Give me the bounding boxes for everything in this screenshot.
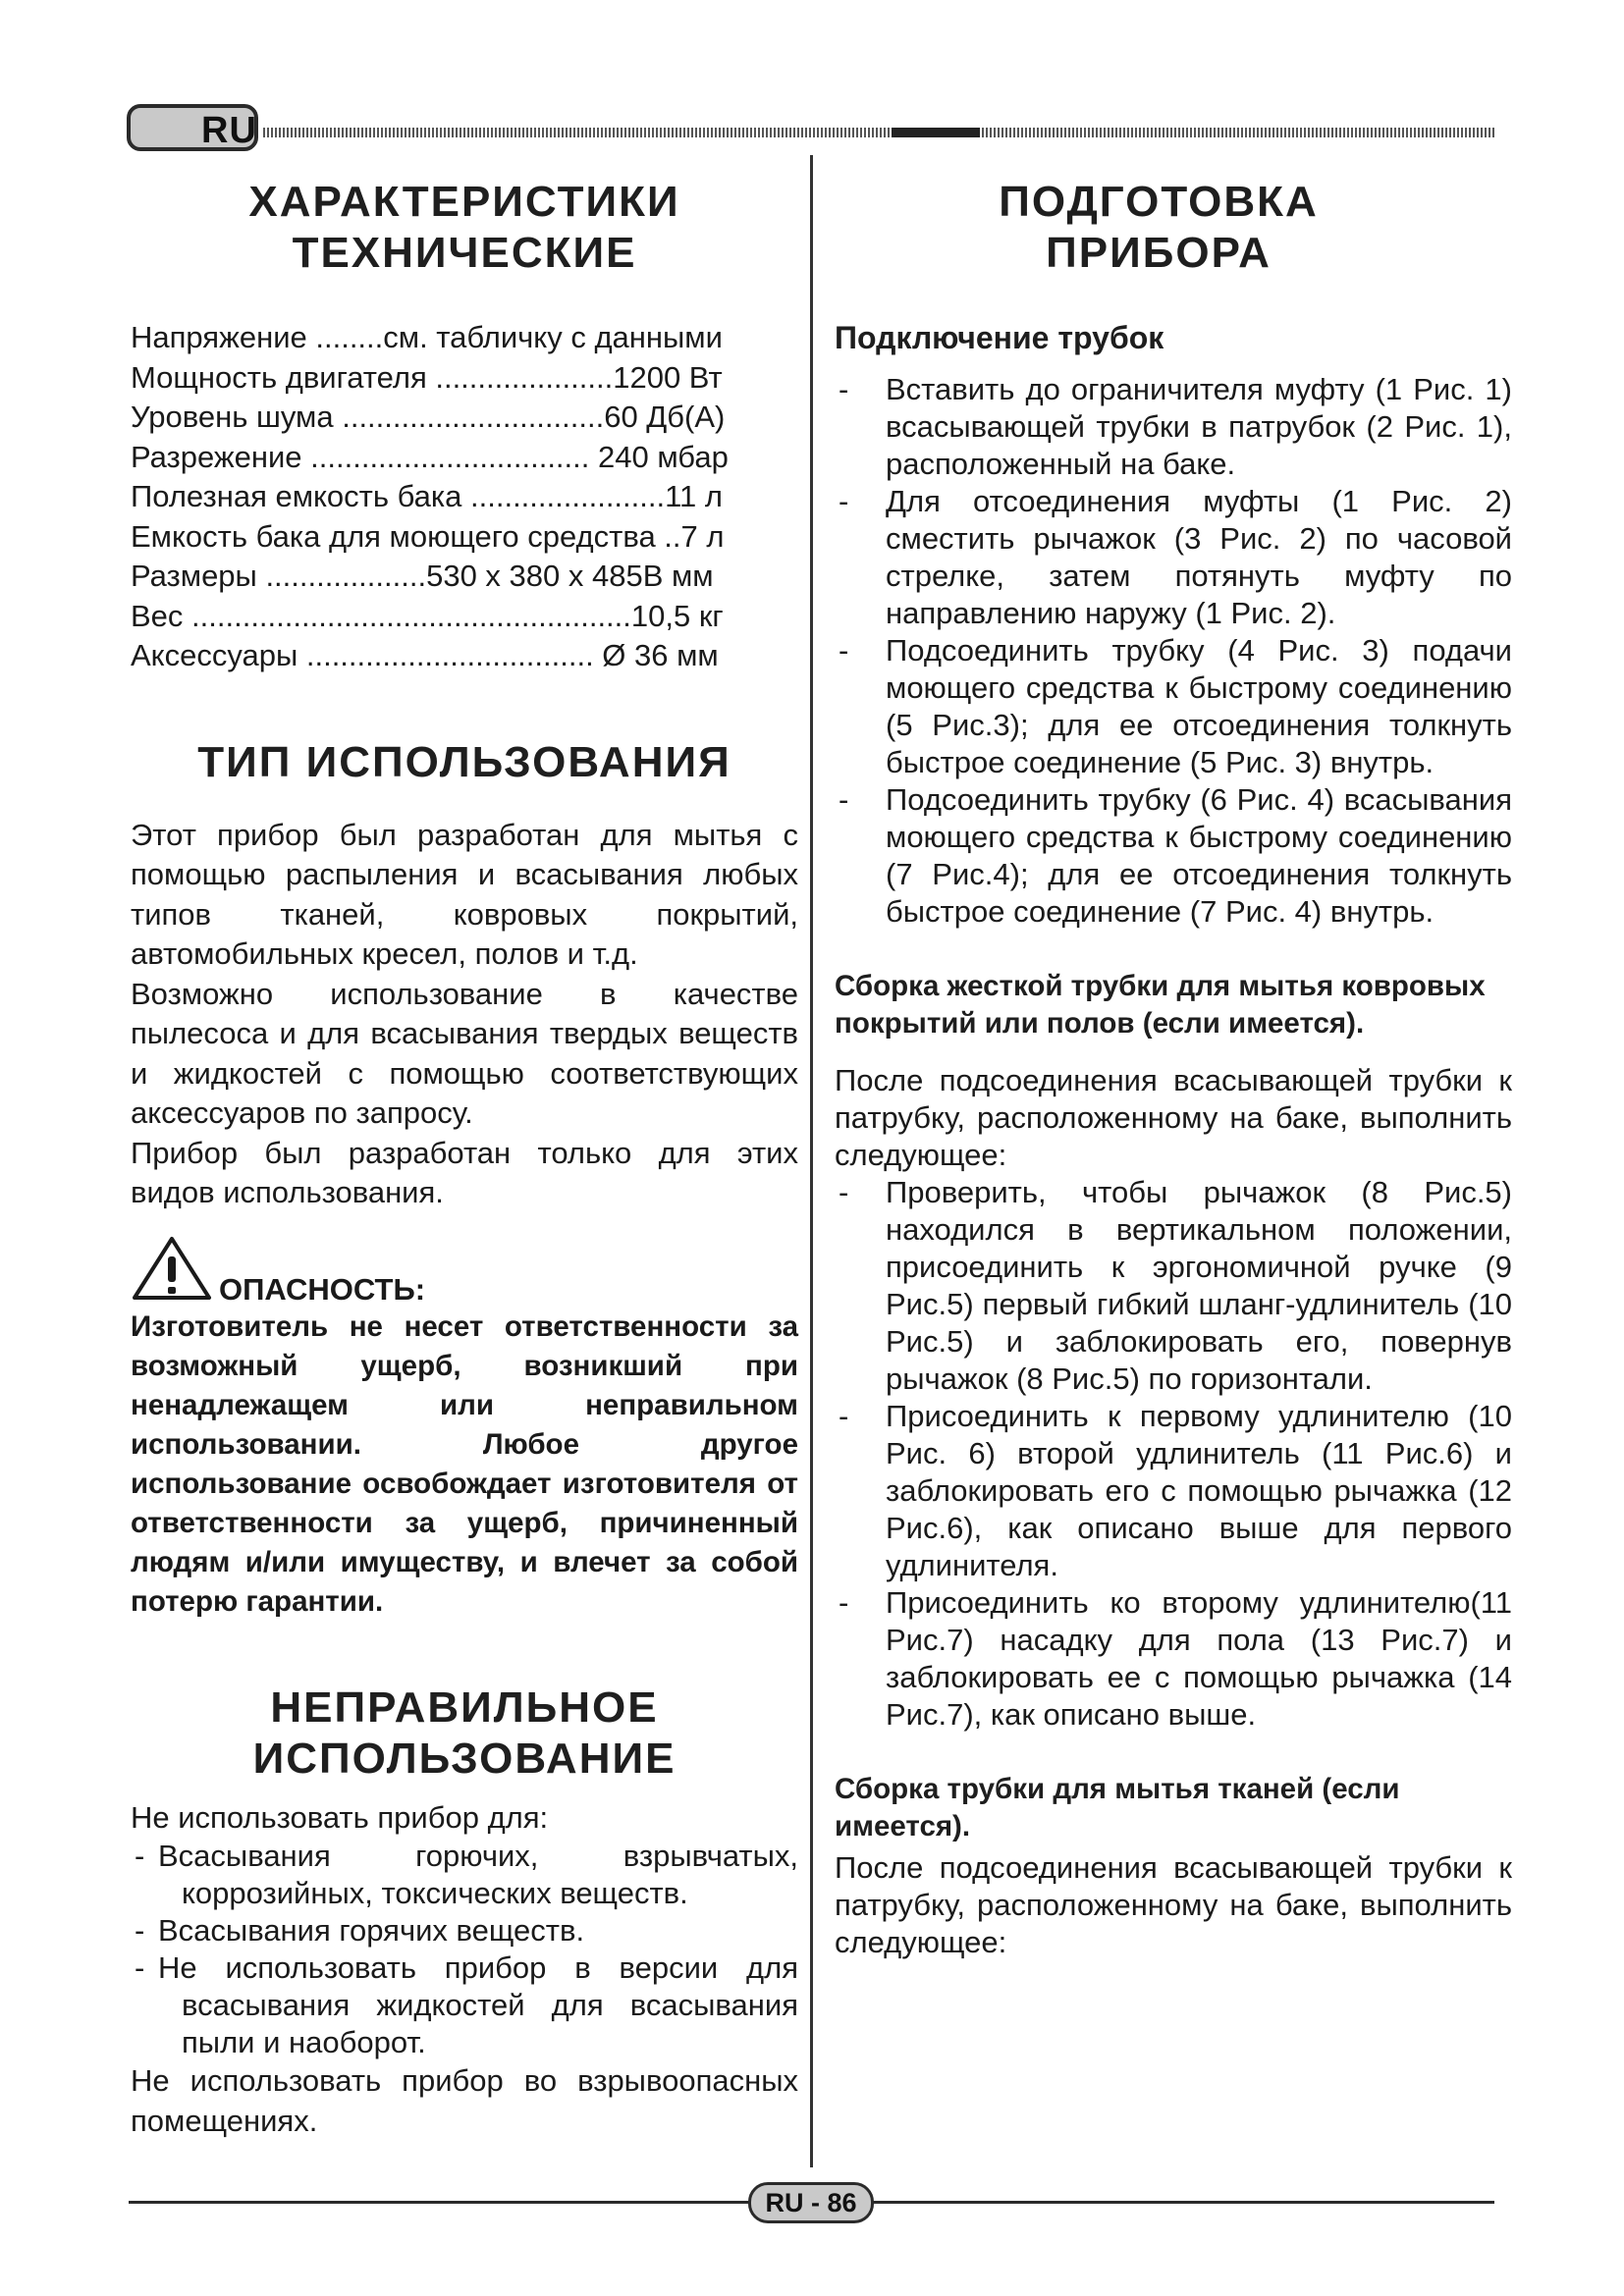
list-item: - Присоединить к первому удлинителю (10 Рис. 6) второй удлинитель (11 Рис.6) и заблокировать его с помощью рычажка (12 Рис.6), как описано выше для первого удлинителя. — [835, 1398, 1512, 1584]
footer-rule-right — [872, 2201, 1494, 2204]
usage-title: ТИП ИСПОЛЬЗОВАНИЯ — [197, 737, 731, 786]
list-item: - Подсоединить трубку (6 Рис. 4) всасывания моющего средства к быстрому соединению (7 Рис.4); для ее отсоединения толкнуть быстрое соединение (7 Рис. 4) внутрь. — [835, 781, 1512, 931]
specs-title: ХАРАКТЕРИСТИКИ ТЕХНИЧЕСКИЕ — [248, 178, 680, 277]
spec-row: Аксессуары .................................. Ø 36 мм — [131, 638, 719, 672]
usage-paragraph: Прибор был разработан только для этих видов использования. — [131, 1135, 798, 1209]
hoses-heading: Подключение трубок — [835, 320, 1164, 355]
fabric-tube-heading: Сборка трубки для мытья тканей (если имеется). — [835, 1773, 1400, 1842]
fabric-tube-section — [835, 1771, 1512, 1961]
footer-rule-left — [129, 2201, 750, 2204]
list-item: - Вставить до ограничителя муфту (1 Рис. 1) всасывающей трубки в патрубок (2 Рис. 1), расположенный на баке. — [835, 371, 1512, 483]
list-item: - Для отсоединения муфты (1 Рис. 2) сместить рычажок (3 Рис. 2) по часовой стрелке, затем потянуть муфту по направлению наружу (1 Рис. 2). — [835, 483, 1512, 632]
left-column — [131, 177, 798, 2141]
list-item: - Проверить, чтобы рычажок (8 Рис.5) находился в вертикальном положении, присоединить к эргономичной ручке (9 Рис.5) первый гибкий шланг-удлинитель (10 Рис.5) и заблокировать его, повернув рычажок (8 Рис.5) по горизонтали. — [835, 1174, 1512, 1398]
usage-paragraph: Возможно использование в качестве пылесоса и для всасывания твердых веществ и жидкостей с помощью соответствующих аксессуаров по запросу. — [131, 976, 798, 1130]
list-item: - Присоединить ко второму удлинителю(11 Рис.7) насадку для пола (13 Рис.7) и заблокировать ее с помощью рычажка (14 Рис.7), как описано выше. — [835, 1584, 1512, 1734]
list-item: - Не использовать прибор в версии для всасывания жидкостей для всасывания пыли и наоборот. — [131, 1949, 798, 2061]
list-item: - Всасывания горячих веществ. — [131, 1912, 798, 1949]
misuse-list — [131, 1838, 798, 2061]
misuse-outro: Не использовать прибор во взрывоопасных помещениях. — [131, 2063, 798, 2138]
fabric-tube-intro: После подсоединения всасывающей трубки к патрубку, расположенному на баке, выполнить следующее: — [835, 1850, 1512, 1959]
page-number: RU - 86 — [748, 2182, 874, 2223]
right-column — [835, 177, 1512, 1961]
danger-text: Изготовитель не несет ответственности за возможный ущерб, возникший при ненадлежащем или неправильном использовании. Любое другое использование освобождает изготовителя от ответственности за ущерб, причиненный людям и/или имуществу, и влечет за собой потерю гарантии. — [131, 1309, 798, 1618]
rigid-tube-section — [835, 968, 1512, 1734]
rigid-tube-intro: После подсоединения всасывающей трубки к патрубку, расположенному на баке, выполнить следующее: — [835, 1063, 1512, 1172]
hoses-section — [835, 318, 1512, 931]
language-tab — [127, 104, 258, 151]
column-divider — [810, 155, 813, 2167]
language-label: RU — [201, 110, 257, 151]
list-item: - Всасывания горючих, взрывчатых, коррозийных, токсических веществ. — [131, 1838, 798, 1912]
rigid-tube-heading: Сборка жесткой трубки для мытья ковровых покрытий или полов (если имеется). — [835, 970, 1486, 1040]
specs-list — [131, 318, 798, 676]
spec-row: Размеры ...................530 х 380 х 485В мм — [131, 559, 714, 593]
spec-row: Разрежение ................................. 240 мбар — [131, 439, 729, 474]
spec-row: Мощность двигателя .....................1200 Вт — [131, 359, 723, 395]
danger-section — [131, 1235, 798, 1622]
preparation-title: ПОДГОТОВКА ПРИБОРА — [999, 178, 1319, 277]
usage-paragraph: Этот прибор был разработан для мытья с помощью распыления и всасывания любых типов тканей, ковровых покрытий, автомобильных кресел, полов и т.д. — [131, 817, 798, 971]
spec-row: Напряжение ........см. табличку с данными — [131, 320, 723, 354]
specs-section — [131, 177, 798, 676]
spec-row: Емкость бака для моющего средства ..7 л — [131, 518, 725, 554]
warning-triangle-icon — [131, 1235, 213, 1302]
spec-row: Вес ....................................................10,5 кг — [131, 598, 724, 633]
spec-row: Уровень шума ...............................60 Дб(А) — [131, 400, 726, 434]
misuse-section — [131, 1682, 798, 2142]
hoses-list — [835, 371, 1512, 931]
rigid-tube-list — [835, 1174, 1512, 1734]
usage-section — [131, 737, 798, 1213]
misuse-title: НЕПРАВИЛЬНОЕ ИСПОЛЬЗОВАНИЕ — [252, 1682, 677, 1783]
header-rule — [263, 128, 1494, 137]
list-item: - Подсоединить трубку (4 Рис. 3) подачи моющего средства к быстрому соединению (5 Рис.3); для ее отсоединения толкнуть быстрое соединение (5 Рис. 3) внутрь. — [835, 632, 1512, 781]
misuse-intro: Не использовать прибор для: — [131, 1799, 549, 1835]
spec-row: Полезная емкость бака .......................11 л — [131, 479, 723, 513]
danger-label: ОПАСНОСТЬ: — [219, 1271, 426, 1307]
